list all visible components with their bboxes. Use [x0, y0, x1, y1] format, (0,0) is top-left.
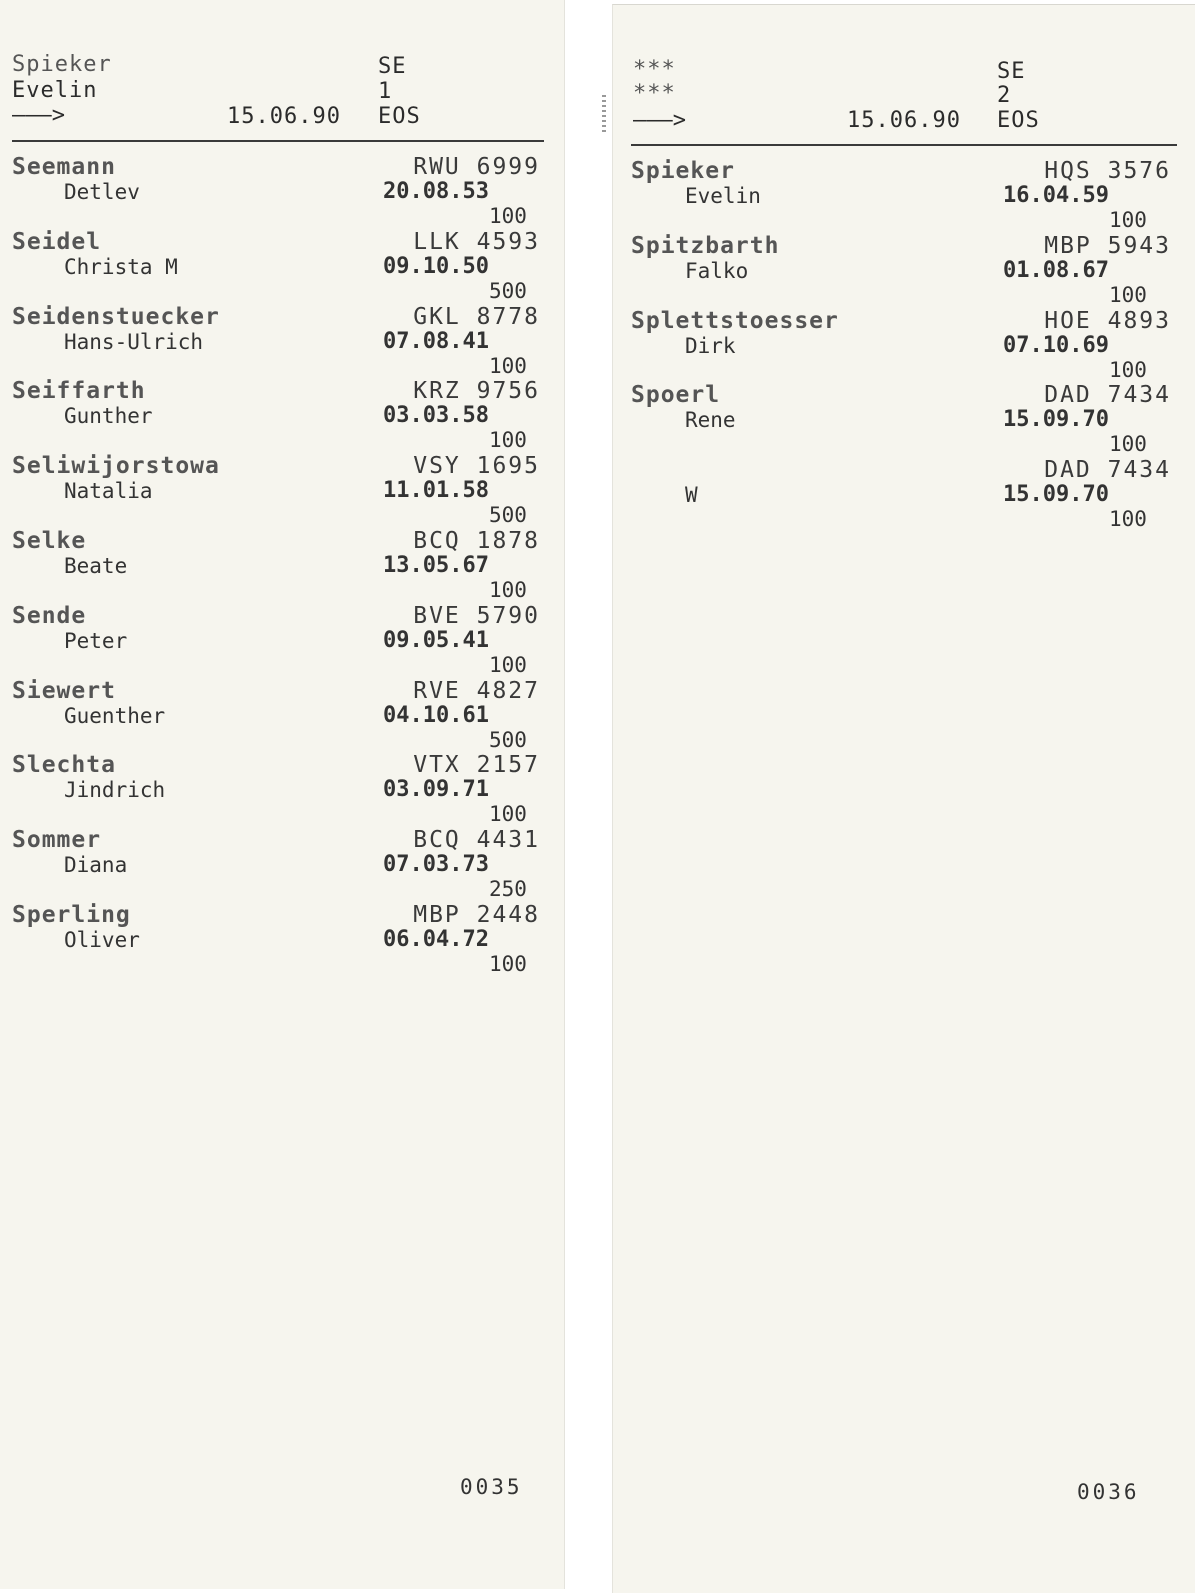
entry-surname: Sperling	[12, 902, 131, 928]
entry-code: BVE 5790	[413, 602, 540, 629]
entry-amount: 500	[489, 278, 527, 303]
entry-firstname: Hans-Ulrich	[64, 329, 204, 354]
entry-code: MBP 5943	[1044, 232, 1171, 259]
entry-amount: 100	[1109, 208, 1147, 232]
entry-date: 07.08.41	[383, 328, 489, 354]
entry-amount: 500	[489, 727, 527, 752]
list-item	[0, 229, 564, 304]
entry-amount: 100	[489, 353, 527, 378]
entry-firstname: Jindrich	[64, 778, 166, 803]
header-code-line3: EOS	[378, 104, 421, 129]
entry-date: 09.10.50	[383, 253, 489, 279]
entry-date: 07.10.69	[1003, 332, 1109, 358]
entry-code: HQS 3576	[1044, 158, 1171, 184]
list-item	[0, 528, 564, 603]
entry-code: BCQ 4431	[413, 827, 540, 854]
entry-code: KRZ 9756	[413, 378, 540, 405]
card-page-1	[0, 0, 565, 1589]
entry-amount: 100	[489, 802, 527, 827]
header-code-line3: EOS	[997, 108, 1040, 133]
entry-firstname: Natalia	[64, 479, 153, 504]
entry-code: HOE 4893	[1044, 307, 1171, 334]
entry-amount: 250	[489, 877, 527, 902]
entry-date: 15.09.70	[1003, 482, 1109, 508]
entry-date: 04.10.61	[383, 702, 489, 728]
list-item	[613, 457, 1195, 532]
entry-date: 20.08.53	[383, 179, 489, 204]
list-item	[0, 752, 564, 827]
entry-surname: Seiffarth	[12, 378, 146, 405]
entry-amount: 100	[1109, 432, 1147, 457]
list-item	[0, 154, 564, 229]
header-code-line2: 2	[997, 83, 1012, 108]
entry-amount: 100	[1109, 357, 1147, 382]
entry-amount: 100	[489, 578, 527, 602]
entry-amount: 100	[489, 204, 527, 228]
entry-date: 13.05.67	[383, 553, 489, 578]
entry-code: DAD 7434	[1044, 382, 1171, 409]
perforation-mark	[602, 95, 606, 135]
entry-surname: Spieker	[631, 158, 735, 184]
entry-surname: Spitzbarth	[631, 232, 780, 259]
entry-surname: Spoerl	[631, 382, 721, 409]
entry-code: RVE 4827	[413, 677, 540, 704]
header-surname: Spieker	[12, 52, 112, 77]
list-item	[613, 158, 1195, 233]
list-item	[0, 678, 564, 753]
entry-amount: 500	[489, 503, 527, 528]
entry-firstname: Christa M	[64, 254, 178, 279]
entry-code: MBP 2448	[413, 902, 540, 928]
entry-date: 09.05.41	[383, 627, 489, 653]
entry-code: BCQ 1878	[413, 528, 540, 554]
entry-firstname: Falko	[685, 258, 749, 283]
entry-amount: 100	[1109, 282, 1147, 307]
header-arrow: ———>	[633, 108, 686, 133]
entry-firstname: Beate	[64, 554, 128, 578]
entry-date: 15.09.70	[1003, 407, 1109, 433]
entry-amount: 100	[1109, 507, 1147, 532]
entry-date: 07.03.73	[383, 852, 489, 878]
entry-code: RWU 6999	[413, 154, 540, 180]
header-date: 15.06.90	[847, 108, 961, 133]
header-rule	[12, 140, 544, 142]
list-item	[613, 233, 1195, 308]
entry-surname: Seliwijorstowa	[12, 453, 220, 480]
entry-firstname: Rene	[685, 408, 736, 433]
entry-firstname: Gunther	[64, 404, 153, 429]
header-firstname: Evelin	[12, 78, 98, 103]
list-item	[0, 304, 564, 379]
header-firstname: ***	[633, 81, 676, 106]
entry-firstname: Peter	[64, 628, 128, 653]
list-item	[0, 453, 564, 528]
entry-firstname: Evelin	[685, 184, 761, 208]
header-code-line1: SE	[997, 59, 1026, 84]
list-item	[613, 382, 1195, 457]
entry-date: 11.01.58	[383, 478, 489, 504]
header-code-line1: SE	[378, 54, 407, 79]
header-code-line2: 1	[378, 79, 393, 104]
page-number: 0035	[460, 1475, 523, 1499]
entry-date: 03.03.58	[383, 403, 489, 429]
entry-firstname: Oliver	[64, 928, 140, 952]
header-date: 15.06.90	[227, 104, 341, 129]
entry-firstname: W	[685, 483, 698, 508]
entry-code: VSY 1695	[413, 453, 540, 480]
entry-surname: Sende	[12, 602, 87, 629]
list-item	[0, 827, 564, 902]
entry-surname: Sommer	[12, 827, 102, 854]
entry-firstname: Diana	[64, 853, 128, 878]
entry-surname: Slechta	[12, 752, 116, 779]
card-page-2	[612, 4, 1195, 1593]
entry-surname: Splettstoesser	[631, 307, 839, 334]
entry-date: 16.04.59	[1003, 183, 1109, 208]
entry-date: 01.08.67	[1003, 257, 1109, 283]
entry-firstname: Dirk	[685, 333, 736, 358]
list-item	[0, 902, 564, 977]
entry-date: 06.04.72	[383, 927, 489, 952]
entry-firstname: Detlev	[64, 180, 140, 204]
list-item	[613, 308, 1195, 383]
entry-surname: Seemann	[12, 154, 116, 180]
list-item	[0, 603, 564, 678]
entry-code: GKL 8778	[413, 303, 540, 330]
entry-amount: 100	[489, 952, 527, 976]
header-rule	[631, 144, 1177, 146]
entry-firstname: Guenther	[64, 703, 166, 728]
entry-surname: Siewert	[12, 677, 116, 704]
entry-amount: 100	[489, 428, 527, 453]
list-item	[0, 378, 564, 453]
entry-surname: Seidel	[12, 228, 102, 255]
header-surname: ***	[633, 57, 676, 82]
entry-amount: 100	[489, 652, 527, 677]
entry-code: DAD 7434	[1044, 457, 1171, 484]
entry-date: 03.09.71	[383, 777, 489, 803]
page-number: 0036	[1077, 1480, 1140, 1504]
entry-code: VTX 2157	[413, 752, 540, 779]
entry-surname: Seidenstuecker	[12, 303, 220, 330]
entry-code: LLK 4593	[413, 228, 540, 255]
entry-surname: Selke	[12, 528, 87, 554]
header-arrow: ———>	[12, 103, 65, 128]
